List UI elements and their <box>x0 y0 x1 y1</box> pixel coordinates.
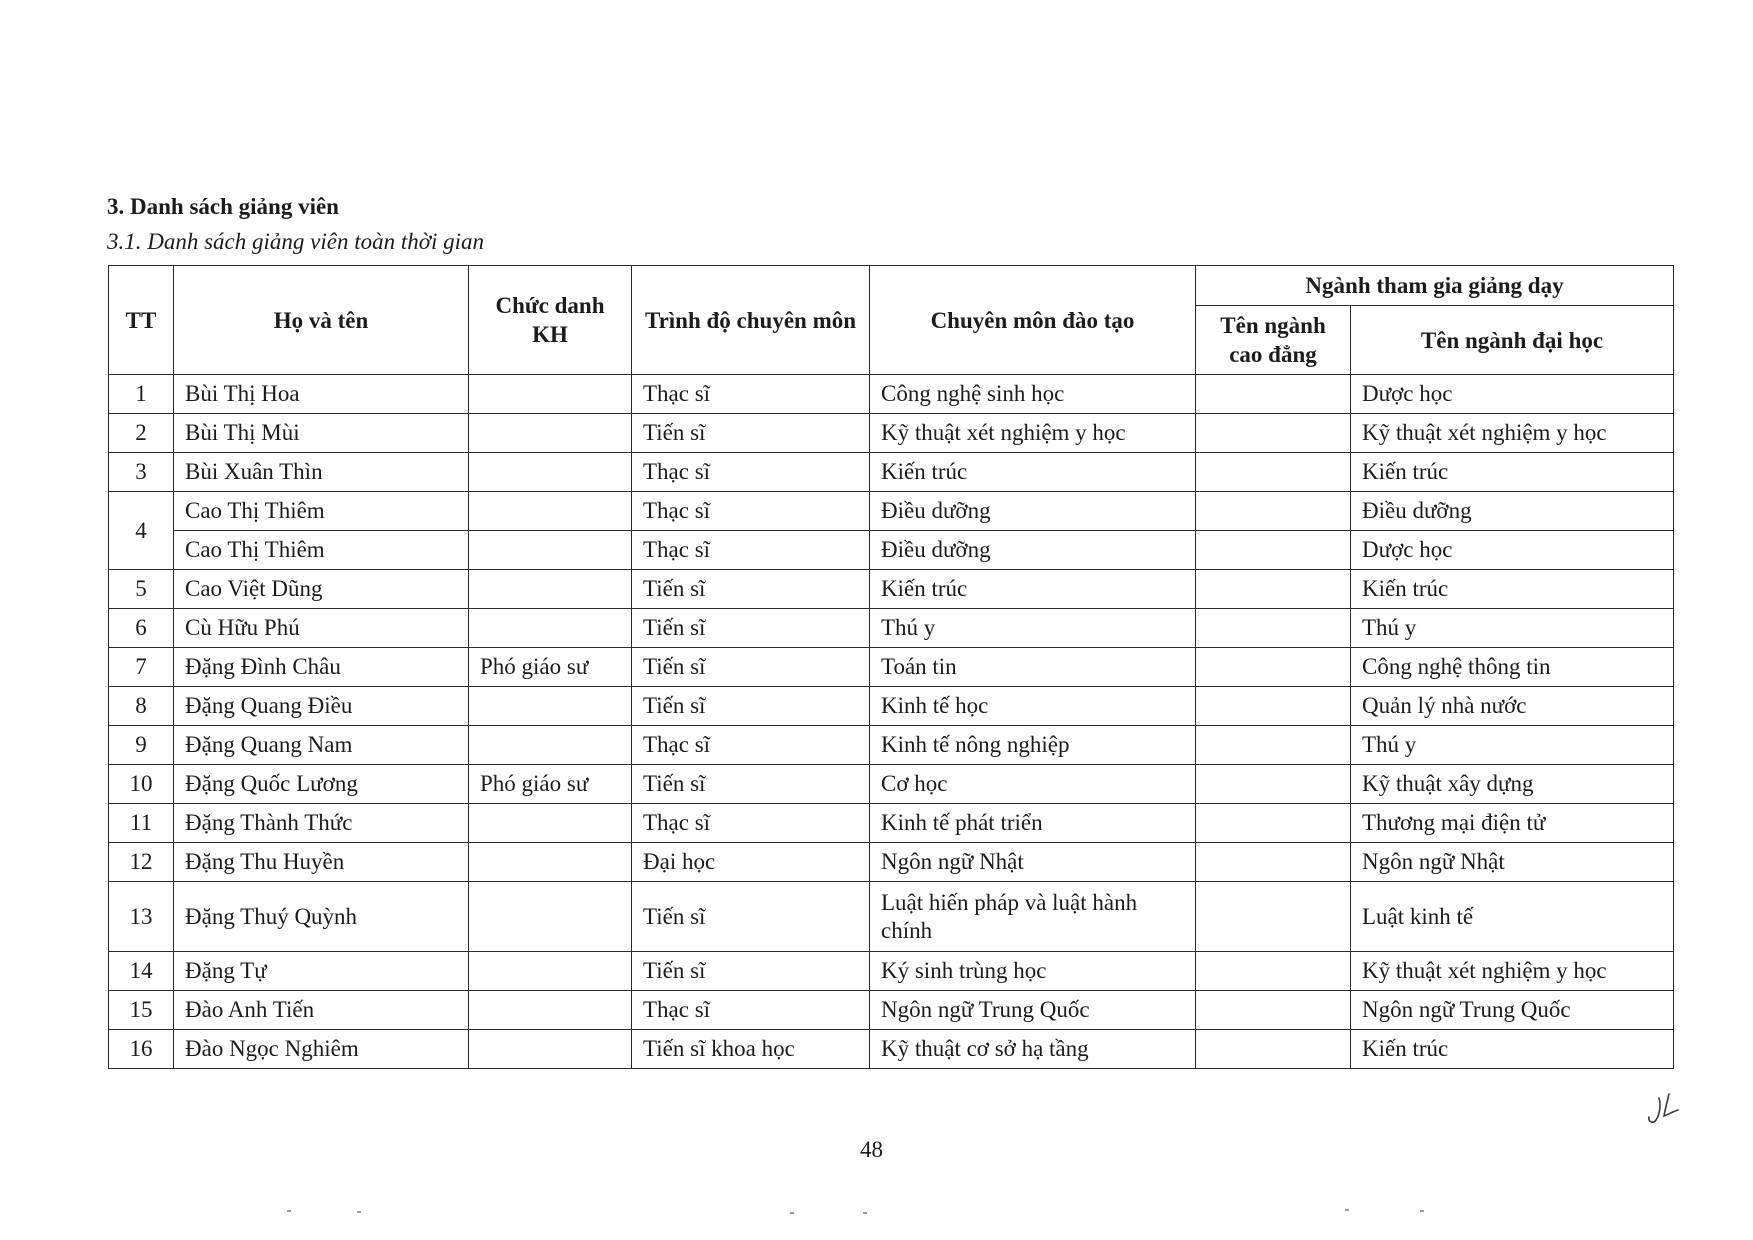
cell-university-major: Kiến trúc <box>1351 1030 1674 1069</box>
cell-degree: Thạc sĩ <box>632 991 870 1030</box>
cell-specialty: Ký sinh trùng học <box>870 952 1196 991</box>
header-teaching-group: Ngành tham gia giảng dạy <box>1196 266 1674 306</box>
cell-university-major: Thương mại điện tử <box>1351 804 1674 843</box>
header-university-major: Tên ngành đại học <box>1351 306 1674 375</box>
cell-name: Đặng Đình Châu <box>174 648 469 687</box>
cell-tt: 12 <box>109 843 174 882</box>
cell-academic-title <box>469 1030 632 1069</box>
cell-degree: Thạc sĩ <box>632 375 870 414</box>
cell-degree: Tiến sĩ <box>632 570 870 609</box>
page-number: 48 <box>860 1137 883 1162</box>
cell-academic-title <box>469 414 632 453</box>
cell-name: Cao Việt Dũng <box>174 570 469 609</box>
cell-academic-title <box>469 492 632 531</box>
table-row <box>109 531 1674 570</box>
cell-university-major: Kiến trúc <box>1351 570 1674 609</box>
cell-tt: 16 <box>109 1030 174 1069</box>
cell-college-major <box>1196 570 1351 609</box>
cell-university-major: Ngôn ngữ Nhật <box>1351 843 1674 882</box>
cell-degree: Tiến sĩ <box>632 609 870 648</box>
cell-college-major <box>1196 952 1351 991</box>
table-row <box>109 687 1674 726</box>
cell-tt: 15 <box>109 991 174 1030</box>
table-row <box>109 1030 1674 1069</box>
cell-name: Bùi Thị Hoa <box>174 375 469 414</box>
table-row <box>109 765 1674 804</box>
cell-college-major <box>1196 765 1351 804</box>
cell-degree: Tiến sĩ <box>632 648 870 687</box>
cell-college-major <box>1196 648 1351 687</box>
cell-tt: 2 <box>109 414 174 453</box>
table-row <box>109 843 1674 882</box>
cell-college-major <box>1196 414 1351 453</box>
cell-degree: Tiến sĩ <box>632 882 870 952</box>
cell-tt: 8 <box>109 687 174 726</box>
cell-specialty: Luật hiến pháp và luật hành chính <box>870 882 1196 952</box>
cell-degree: Tiến sĩ <box>632 687 870 726</box>
cell-academic-title <box>469 843 632 882</box>
table-row <box>109 375 1674 414</box>
cell-specialty: Kỹ thuật xét nghiệm y học <box>870 414 1196 453</box>
header-college-major: Tên ngành cao đẳng <box>1196 306 1351 375</box>
cell-academic-title: Phó giáo sư <box>469 765 632 804</box>
cell-name: Đặng Thành Thức <box>174 804 469 843</box>
cell-college-major <box>1196 726 1351 765</box>
cell-degree: Tiến sĩ khoa học <box>632 1030 870 1069</box>
cell-degree: Tiến sĩ <box>632 952 870 991</box>
header-name: Họ và tên <box>174 266 469 375</box>
table-row <box>109 991 1674 1030</box>
table-row <box>109 609 1674 648</box>
header-academic-title: Chức danh KH <box>469 266 632 375</box>
cell-academic-title <box>469 375 632 414</box>
cell-tt: 11 <box>109 804 174 843</box>
cell-degree: Tiến sĩ <box>632 414 870 453</box>
cell-degree: Thạc sĩ <box>632 726 870 765</box>
cell-specialty: Ngôn ngữ Nhật <box>870 843 1196 882</box>
cell-degree: Tiến sĩ <box>632 765 870 804</box>
table-row <box>109 570 1674 609</box>
cell-name: Đào Anh Tiến <box>174 991 469 1030</box>
cell-name: Đặng Quang Điều <box>174 687 469 726</box>
cell-university-major: Thú y <box>1351 726 1674 765</box>
cell-university-major: Dược học <box>1351 375 1674 414</box>
cell-name: Đặng Thuý Quỳnh <box>174 882 469 952</box>
cell-specialty: Kinh tế nông nghiệp <box>870 726 1196 765</box>
cell-specialty: Cơ học <box>870 765 1196 804</box>
cell-college-major <box>1196 609 1351 648</box>
cell-tt: 6 <box>109 609 174 648</box>
cell-academic-title <box>469 609 632 648</box>
cell-name: Cao Thị Thiêm <box>174 492 469 531</box>
cell-college-major <box>1196 375 1351 414</box>
cell-name: Đặng Quốc Lương <box>174 765 469 804</box>
table-row <box>109 648 1674 687</box>
cell-degree: Thạc sĩ <box>632 531 870 570</box>
cell-university-major: Quản lý nhà nước <box>1351 687 1674 726</box>
table-body <box>109 375 1674 1069</box>
cell-college-major <box>1196 1030 1351 1069</box>
cell-academic-title <box>469 531 632 570</box>
cell-college-major <box>1196 804 1351 843</box>
cell-university-major: Ngôn ngữ Trung Quốc <box>1351 991 1674 1030</box>
cell-tt: 14 <box>109 952 174 991</box>
cell-tt: 9 <box>109 726 174 765</box>
cell-specialty: Kinh tế phát triển <box>870 804 1196 843</box>
table-row <box>109 804 1674 843</box>
cell-specialty: Kỹ thuật cơ sở hạ tầng <box>870 1030 1196 1069</box>
cell-specialty: Toán tin <box>870 648 1196 687</box>
cell-academic-title <box>469 687 632 726</box>
cell-name: Đặng Thu Huyền <box>174 843 469 882</box>
cell-university-major: Kiến trúc <box>1351 453 1674 492</box>
cell-college-major <box>1196 843 1351 882</box>
cell-specialty: Thú y <box>870 609 1196 648</box>
header-tt: TT <box>109 266 174 375</box>
header-degree: Trình độ chuyên môn <box>632 266 870 375</box>
handwritten-initials <box>1643 1090 1683 1126</box>
cell-academic-title <box>469 882 632 952</box>
lecturer-table <box>108 265 1674 1069</box>
cell-university-major: Thú y <box>1351 609 1674 648</box>
cell-tt: 3 <box>109 453 174 492</box>
cell-university-major: Điều dưỡng <box>1351 492 1674 531</box>
cell-university-major: Luật kinh tế <box>1351 882 1674 952</box>
cell-tt: 1 <box>109 375 174 414</box>
cell-name: Cao Thị Thiêm <box>174 531 469 570</box>
cell-name: Bùi Thị Mùi <box>174 414 469 453</box>
cell-tt: 10 <box>109 765 174 804</box>
cell-specialty: Kiến trúc <box>870 570 1196 609</box>
cell-name: Bùi Xuân Thìn <box>174 453 469 492</box>
cell-academic-title <box>469 991 632 1030</box>
table-row <box>109 882 1674 952</box>
cell-academic-title: Phó giáo sư <box>469 648 632 687</box>
cell-specialty: Kinh tế học <box>870 687 1196 726</box>
cell-college-major <box>1196 492 1351 531</box>
cell-academic-title <box>469 570 632 609</box>
table-header <box>109 266 1674 375</box>
cell-academic-title <box>469 952 632 991</box>
cell-university-major: Kỹ thuật xét nghiệm y học <box>1351 414 1674 453</box>
cell-specialty: Công nghệ sinh học <box>870 375 1196 414</box>
cell-specialty: Điều dưỡng <box>870 492 1196 531</box>
cell-name: Đào Ngọc Nghiêm <box>174 1030 469 1069</box>
section-title: 3. Danh sách giảng viên <box>107 194 339 219</box>
cell-specialty: Ngôn ngữ Trung Quốc <box>870 991 1196 1030</box>
cell-tt: 13 <box>109 882 174 952</box>
cell-name: Đặng Quang Nam <box>174 726 469 765</box>
cell-university-major: Dược học <box>1351 531 1674 570</box>
cell-college-major <box>1196 882 1351 952</box>
subsection-title: 3.1. Danh sách giảng viên toàn thời gian <box>107 229 485 254</box>
cell-name: Đặng Tự <box>174 952 469 991</box>
cell-specialty: Điều dưỡng <box>870 531 1196 570</box>
table-row <box>109 726 1674 765</box>
cell-degree: Thạc sĩ <box>632 804 870 843</box>
cell-tt: 7 <box>109 648 174 687</box>
cell-tt: 4 <box>109 492 174 570</box>
table-row <box>109 952 1674 991</box>
header-specialty: Chuyên môn đào tạo <box>870 266 1196 375</box>
table-row <box>109 453 1674 492</box>
cell-university-major: Công nghệ thông tin <box>1351 648 1674 687</box>
table-row <box>109 414 1674 453</box>
cell-academic-title <box>469 804 632 843</box>
cell-name: Cù Hữu Phú <box>174 609 469 648</box>
cell-college-major <box>1196 991 1351 1030</box>
cell-college-major <box>1196 531 1351 570</box>
cell-university-major: Kỹ thuật xây dựng <box>1351 765 1674 804</box>
cell-tt: 5 <box>109 570 174 609</box>
cell-university-major: Kỹ thuật xét nghiệm y học <box>1351 952 1674 991</box>
cell-college-major <box>1196 453 1351 492</box>
cell-academic-title <box>469 726 632 765</box>
table-row <box>109 492 1674 531</box>
cell-degree: Đại học <box>632 843 870 882</box>
cell-degree: Thạc sĩ <box>632 492 870 531</box>
cell-college-major <box>1196 687 1351 726</box>
cell-academic-title <box>469 453 632 492</box>
cell-degree: Thạc sĩ <box>632 453 870 492</box>
cell-specialty: Kiến trúc <box>870 453 1196 492</box>
